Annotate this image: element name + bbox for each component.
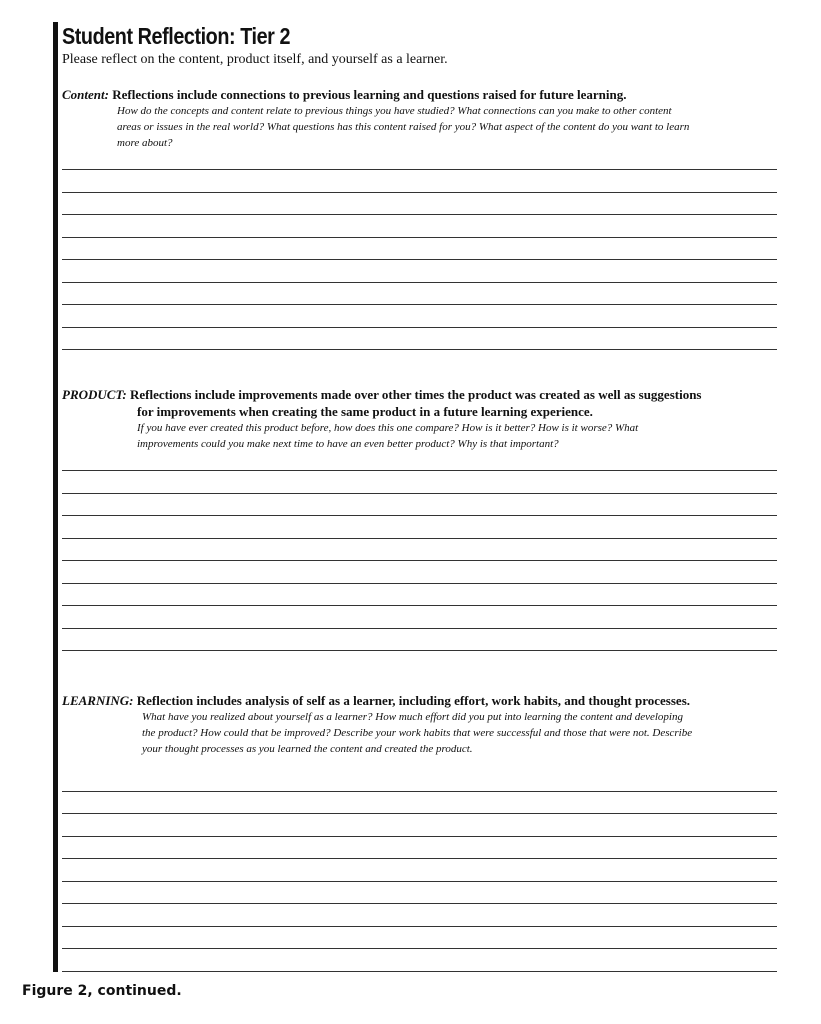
content-section-heading bbox=[62, 86, 626, 103]
writing-line[interactable] bbox=[62, 169, 777, 170]
content-prompt-line: more about? bbox=[117, 137, 173, 149]
writing-line[interactable] bbox=[62, 971, 777, 972]
writing-line[interactable] bbox=[62, 259, 777, 260]
learning-section-label: LEARNING: bbox=[62, 693, 134, 708]
writing-line[interactable] bbox=[62, 327, 777, 328]
writing-line[interactable] bbox=[62, 282, 777, 283]
writing-line[interactable] bbox=[62, 214, 777, 215]
content-section-label: Content: bbox=[62, 87, 109, 102]
writing-line[interactable] bbox=[62, 858, 777, 859]
writing-line[interactable] bbox=[62, 948, 777, 949]
writing-line[interactable] bbox=[62, 583, 777, 584]
learning-prompt-line: the product? How could that be improved? Describe your work habits that were successful and those that were not. Describe bbox=[142, 727, 693, 739]
writing-line[interactable] bbox=[62, 650, 777, 651]
product-section-criteria-cont: for improvements when creating the same product in a future learning experience. bbox=[137, 404, 593, 419]
writing-line[interactable] bbox=[62, 813, 777, 814]
writing-line[interactable] bbox=[62, 881, 777, 882]
content-prompt-line: areas or issues in the real world? What questions has this content raised for you? What aspect of the content do you want to learn bbox=[117, 121, 690, 133]
learning-section-heading bbox=[62, 692, 690, 709]
writing-line[interactable] bbox=[62, 237, 777, 238]
writing-line[interactable] bbox=[62, 628, 777, 629]
figure-caption: Figure 2, continued. bbox=[22, 983, 182, 999]
writing-line[interactable] bbox=[62, 304, 777, 305]
writing-line[interactable] bbox=[62, 836, 777, 837]
learning-prompt-line: your thought processes as you learned the content and created the product. bbox=[142, 743, 473, 755]
writing-line[interactable] bbox=[62, 605, 777, 606]
writing-line[interactable] bbox=[62, 791, 777, 792]
writing-line[interactable] bbox=[62, 515, 777, 516]
product-section-heading bbox=[62, 386, 701, 403]
writing-line[interactable] bbox=[62, 470, 777, 471]
left-margin-bar bbox=[53, 22, 58, 972]
writing-line[interactable] bbox=[62, 192, 777, 193]
learning-prompt-line: What have you realized about yourself as a learner? How much effort did you put into learning the content and developing bbox=[142, 711, 683, 723]
content-prompt-line: How do the concepts and content relate to previous things you have studied? What connections can you make to other content bbox=[117, 105, 672, 117]
writing-line[interactable] bbox=[62, 926, 777, 927]
writing-line[interactable] bbox=[62, 903, 777, 904]
product-section-criteria: Reflections include improvements made over other times the product was created as well as suggestions bbox=[130, 387, 702, 402]
writing-line[interactable] bbox=[62, 349, 777, 350]
writing-line[interactable] bbox=[62, 560, 777, 561]
writing-line[interactable] bbox=[62, 538, 777, 539]
writing-line[interactable] bbox=[62, 493, 777, 494]
product-prompt-line: improvements could you make next time to have an even better product? Why is that important? bbox=[137, 438, 559, 450]
product-section-label: PRODUCT: bbox=[62, 387, 127, 402]
content-section-criteria: Reflections include connections to previous learning and questions raised for future learning. bbox=[112, 87, 627, 102]
product-prompt-line: If you have ever created this product before, how does this one compare? How is it better? How is it worse? What bbox=[137, 422, 639, 434]
worksheet-title: Student Reflection: Tier 2 bbox=[62, 23, 291, 49]
learning-section-criteria: Reflection includes analysis of self as a learner, including effort, work habits, and thought processes. bbox=[136, 693, 691, 708]
worksheet-subtitle: Please reflect on the content, product itself, and yourself as a learner. bbox=[62, 52, 448, 67]
